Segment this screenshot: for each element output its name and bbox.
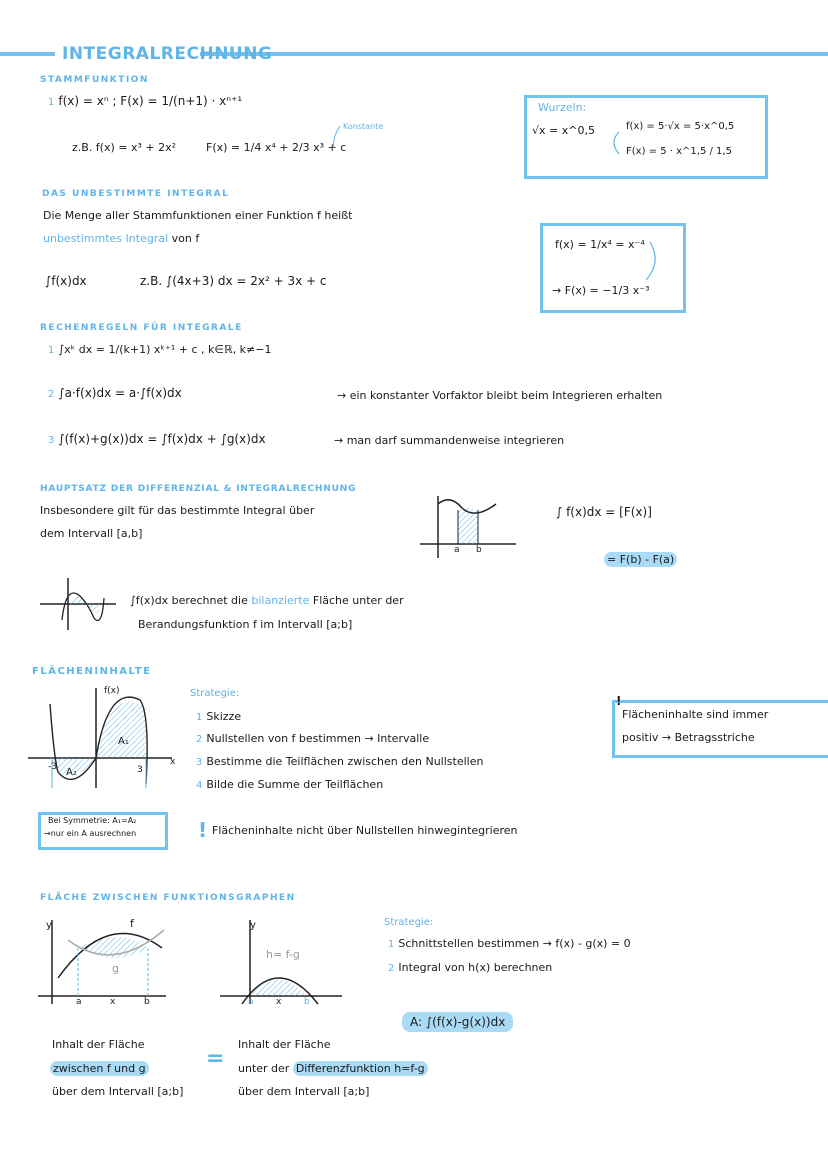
power-box-line2: → F(x) = −1/3 x⁻³ [552, 284, 650, 297]
h-label-a: a [248, 997, 254, 1007]
graph-b-label: b [476, 545, 482, 555]
bilanz-line2: Berandungsfunktion f im Intervall [a;b] [138, 618, 353, 631]
bilanz-graph [40, 578, 120, 638]
unbestimmt-example: z.B. ∫(4x+3) dx = 2x² + 3x + c [140, 274, 327, 288]
flaechen-strategy-title: Strategie: [190, 688, 240, 699]
hauptsatz-line1: Insbesondere gilt für das bestimmte Integral über [40, 504, 315, 517]
hauptsatz-heading: HAUPTSATZ DER DIFFERENZIAL & INTEGRALRECHNUNG [40, 484, 357, 494]
stamm-antiderivative: F(x) = 1/4 x⁴ + 2/3 x³ + c [206, 141, 347, 154]
power-box-line1: f(x) = 1/x⁴ = x⁻⁴ [555, 238, 645, 251]
right-line1: Inhalt der Fläche [238, 1038, 331, 1051]
regel-3-note: → man darf summandenweise integrieren [334, 434, 565, 447]
fg-label-b: b [144, 997, 150, 1007]
flaechen-step-4: 4 Bilde die Summe der Teilflächen [196, 778, 384, 791]
left-line1: Inhalt der Fläche [52, 1038, 145, 1051]
flaechen-fx-label: f(x) [104, 686, 120, 696]
zwischen-step-2: 2 Integral von h(x) berechnen [388, 961, 553, 974]
graph-a-label: a [454, 545, 460, 555]
left-line2: zwischen f und g [50, 1062, 149, 1075]
flaechen-heading: FLÄCHENINHALTE [32, 666, 152, 677]
unbestimmt-line2: unbestimmtes Integral von f [43, 232, 200, 245]
symmetrie-line1: Bei Symmetrie: A₁=A₂ [48, 816, 137, 825]
warn-exclaim-icon: ! [198, 818, 208, 842]
betrag-line1: Flächeninhalte sind immer [622, 708, 769, 721]
flaechen-m3: -3 [48, 762, 57, 772]
flaechen-warn: Flächeninhalte nicht über Nullstellen hinwegintegrieren [212, 824, 518, 837]
unbestimmt-line1: Die Menge aller Stammfunktionen einer Funktion f heißt [43, 209, 353, 222]
flaechen-step-1: 1 Skizze [196, 710, 242, 723]
zwischen-formula: A: ∫(f(x)-g(x))dx [402, 1012, 513, 1032]
regel-2-note: → ein konstanter Vorfaktor bleibt beim Integrieren erhalten [337, 389, 663, 402]
h-label-x: x [276, 997, 282, 1007]
regel-1: 1 ∫xᵏ dx = 1/(k+1) xᵏ⁺¹ + c , k∈ℝ, k≠−1 [48, 343, 272, 356]
zwischen-graph-h [220, 918, 350, 1008]
hauptsatz-result: = F(b) - F(a) [604, 552, 677, 567]
wurzeln-line1: f(x) = 5·√x = 5·x^0,5 [626, 121, 735, 132]
flaechen-graph [28, 684, 178, 794]
flaechen-x-label: x [170, 757, 176, 767]
betrag-exclaim-icon: ! [616, 694, 622, 708]
stamm-example: z.B. f(x) = x³ + 2x² [72, 141, 177, 154]
zwischen-graph-fg [38, 918, 178, 1008]
zwischen-strategy-title: Strategie: [384, 917, 434, 928]
wurzeln-arrow [607, 130, 627, 160]
regel-3: 3 ∫(f(x)+g(x))dx = ∫f(x)dx + ∫g(x)dx [48, 432, 266, 446]
betrag-line2: positiv → Betragsstriche [622, 731, 755, 744]
fg-label-a: a [76, 997, 82, 1007]
h-label-b: b [304, 997, 310, 1007]
page-title: INTEGRALRECHNUNG [62, 44, 273, 64]
konstante-label: Konstante [343, 122, 384, 131]
wurzeln-rule: √x = x^0,5 [532, 124, 595, 137]
stamm-heading: STAMMFUNKTION [40, 75, 149, 85]
zwischen-step-1: 1 Schnittstellen bestimmen → f(x) - g(x) = 0 [388, 937, 631, 950]
flaechen-step-2: 2 Nullstellen von f bestimmen → Intervalle [196, 732, 430, 745]
flaechen-A1: A₁ [118, 736, 129, 747]
equals-sign: = [206, 1046, 225, 1071]
h-label-y: y [250, 920, 256, 931]
bilanz-line1: ∫f(x)dx berechnet die bilanzierte Fläche unter der [130, 594, 404, 607]
integral-notation: ∫f(x)dx [45, 274, 87, 288]
zwischen-heading: FLÄCHE ZWISCHEN FUNKTIONSGRAPHEN [40, 893, 296, 903]
wurzeln-line2: F(x) = 5 · x^1,5 / 1,5 [626, 146, 732, 157]
unbestimmt-heading: DAS UNBESTIMMTE INTEGRAL [42, 189, 230, 199]
right-line3: über dem Intervall [a;b] [238, 1085, 370, 1098]
regel-2: 2 ∫a·f(x)dx = a·∫f(x)dx [48, 386, 182, 400]
hauptsatz-graph [420, 494, 520, 564]
flaechen-A2: A₂ [66, 767, 77, 778]
flaechen-p3: 3 [137, 765, 143, 775]
right-line2: unter der Differenzfunktion h=f-g [238, 1062, 428, 1075]
power-box-arrow [636, 240, 666, 290]
fg-label-f: f [130, 917, 134, 930]
flaechen-step-3: 3 Bestimme die Teilflächen zwischen den Nullstellen [196, 755, 484, 768]
hauptsatz-formula: ∫ f(x)dx = [F(x)] [556, 505, 652, 519]
h-label-h: h= f-g [266, 948, 300, 961]
left-line3: über dem Intervall [a;b] [52, 1085, 184, 1098]
fg-label-y: y [46, 920, 52, 931]
symmetrie-line2: →nur ein A ausrechnen [44, 829, 137, 838]
wurzeln-title: Wurzeln: [538, 101, 587, 114]
fg-label-g: g [112, 962, 119, 975]
stamm-rule: 1 f(x) = xⁿ ; F(x) = 1/(n+1) · xⁿ⁺¹ [48, 94, 243, 108]
hauptsatz-line2: dem Intervall [a,b] [40, 527, 143, 540]
regeln-heading: RECHENREGELN FÜR INTEGRALE [40, 323, 243, 333]
fg-label-x: x [110, 997, 116, 1007]
